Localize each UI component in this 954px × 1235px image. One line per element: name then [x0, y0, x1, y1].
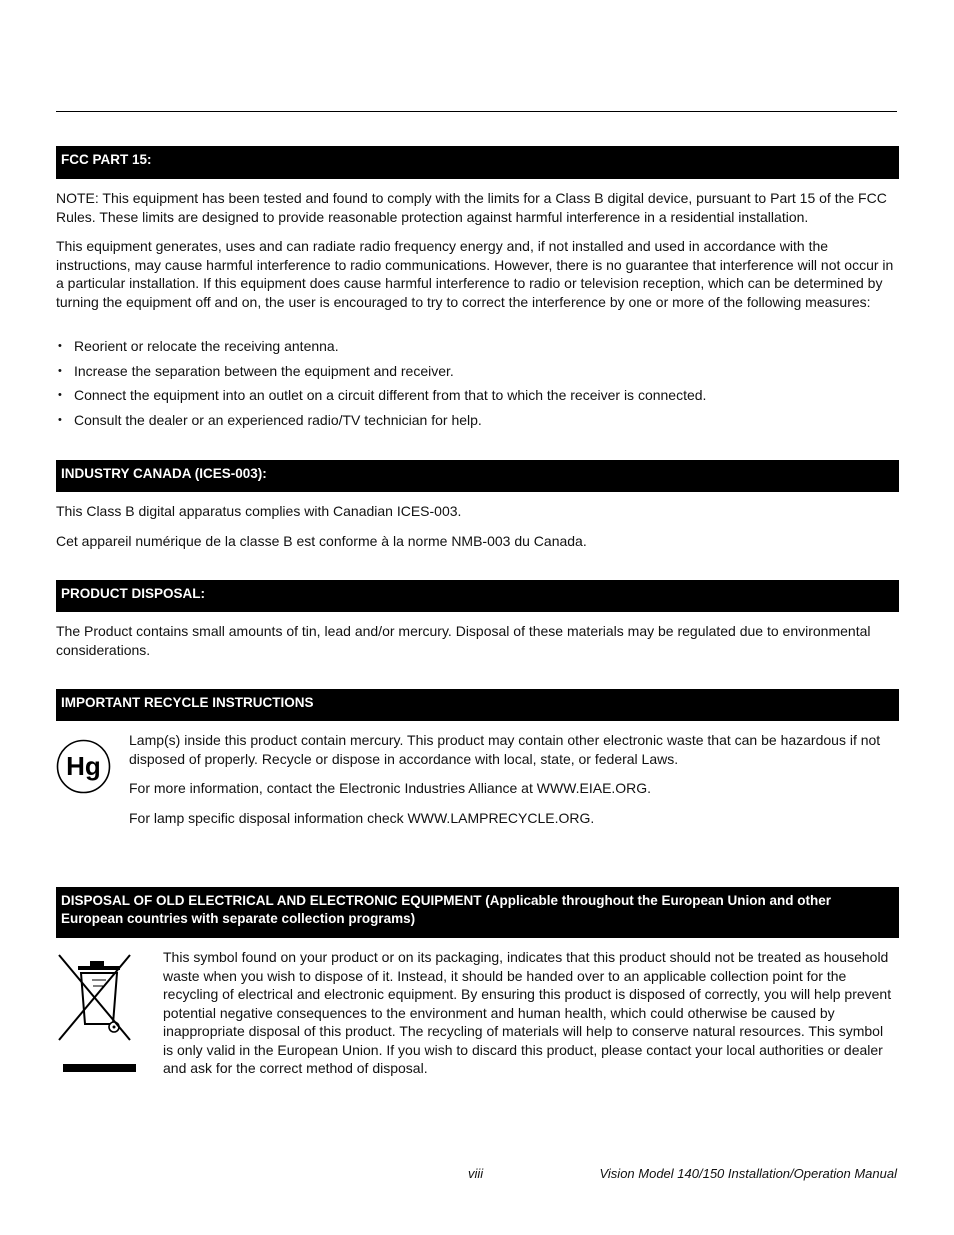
- page-number: viii: [468, 1166, 484, 1181]
- canada-french-paragraph: Cet appareil numérique de la classe B est conforme à la norme NMB-003 du Canada.: [56, 533, 587, 549]
- recycle-eia-paragraph: For more information, contact the Electronic Industries Alliance at WWW.EIAE.ORG.: [129, 780, 652, 796]
- recycle-mercury-paragraph: Lamp(s) inside this product contain mercury. This product may contain other electronic waste that can be hazardous if not disposed of properly. Recycle or dispose in accordance with local, state, or federal Laws.: [129, 732, 881, 767]
- list-item: • Consult the dealer or an experienced radio/TV technician for help.: [56, 411, 896, 436]
- top-rule: [56, 111, 897, 112]
- fcc-interference-paragraph: This equipment generates, uses and can radiate radio frequency energy and, if not installed and used in accordance with the instructions, may cause harmful interference to radio communications. However, there is no guarantee that interference will not occur in a particular installation. If this equipment does cause harmful interference to radio or television reception, which can be determined by turning the equipment off and on, the user is encouraged to try to correct the interference by one or more of the following measures:: [56, 238, 894, 310]
- canada-english-paragraph: This Class B digital apparatus complies with Canadian ICES-003.: [56, 503, 462, 519]
- fcc-measures-list: [56, 337, 896, 435]
- weee-heading: DISPOSAL OF OLD ELECTRICAL AND ELECTRONIC EQUIPMENT (Applicable throughout the European Union and other European countries with separate collection programs): [56, 887, 899, 938]
- mercury-hg-icon: [56, 739, 111, 794]
- fcc-heading: FCC PART 15:: [56, 146, 899, 179]
- recycle-heading: IMPORTANT RECYCLE INSTRUCTIONS: [56, 689, 899, 721]
- recycle-lamp-paragraph: For lamp specific disposal information check WWW.LAMPRECYCLE.ORG.: [129, 810, 595, 826]
- list-item: • Reorient or relocate the receiving antenna.: [56, 337, 896, 362]
- list-item: • Connect the equipment into an outlet on a circuit different from that to which the receiver is connected.: [56, 386, 896, 411]
- disposal-heading: PRODUCT DISPOSAL:: [56, 580, 899, 612]
- weee-paragraph: This symbol found on your product or on its packaging, indicates that this product should not be treated as household waste when you wish to dispose of it. Instead, it should be handed over to an applicable collection point for the recycling of electrical and electronic equipment. By ensuring this product is disposed of correctly, you will help prevent potential negative consequences to the environment and human health, which could otherwise be caused by inappropriate disposal of this product. The recycling of materials will help to conserve natural resources. This symbol is only valid in the European Union. If you wish to discard this product, please contact your local authorities or dealer and ask for the correct method of disposal.: [163, 949, 892, 1076]
- hg-symbol-text: Hg: [66, 751, 101, 781]
- disposal-paragraph: The Product contains small amounts of tin, lead and/or mercury. Disposal of these materials may be regulated due to environmental considerations.: [56, 623, 871, 658]
- fcc-note-paragraph: NOTE: This equipment has been tested and found to comply with the limits for a Class B digital device, pursuant to Part 15 of the FCC Rules. These limits are designed to provide reasonable protection against harmful interference in a residential installation.: [56, 190, 887, 225]
- list-item: • Increase the separation between the equipment and receiver.: [56, 362, 896, 387]
- manual-title: Vision Model 140/150 Installation/Operation Manual: [599, 1166, 897, 1181]
- canada-heading: INDUSTRY CANADA (ICES-003):: [56, 460, 899, 492]
- crossed-out-wheelie-bin-icon: [56, 952, 138, 1074]
